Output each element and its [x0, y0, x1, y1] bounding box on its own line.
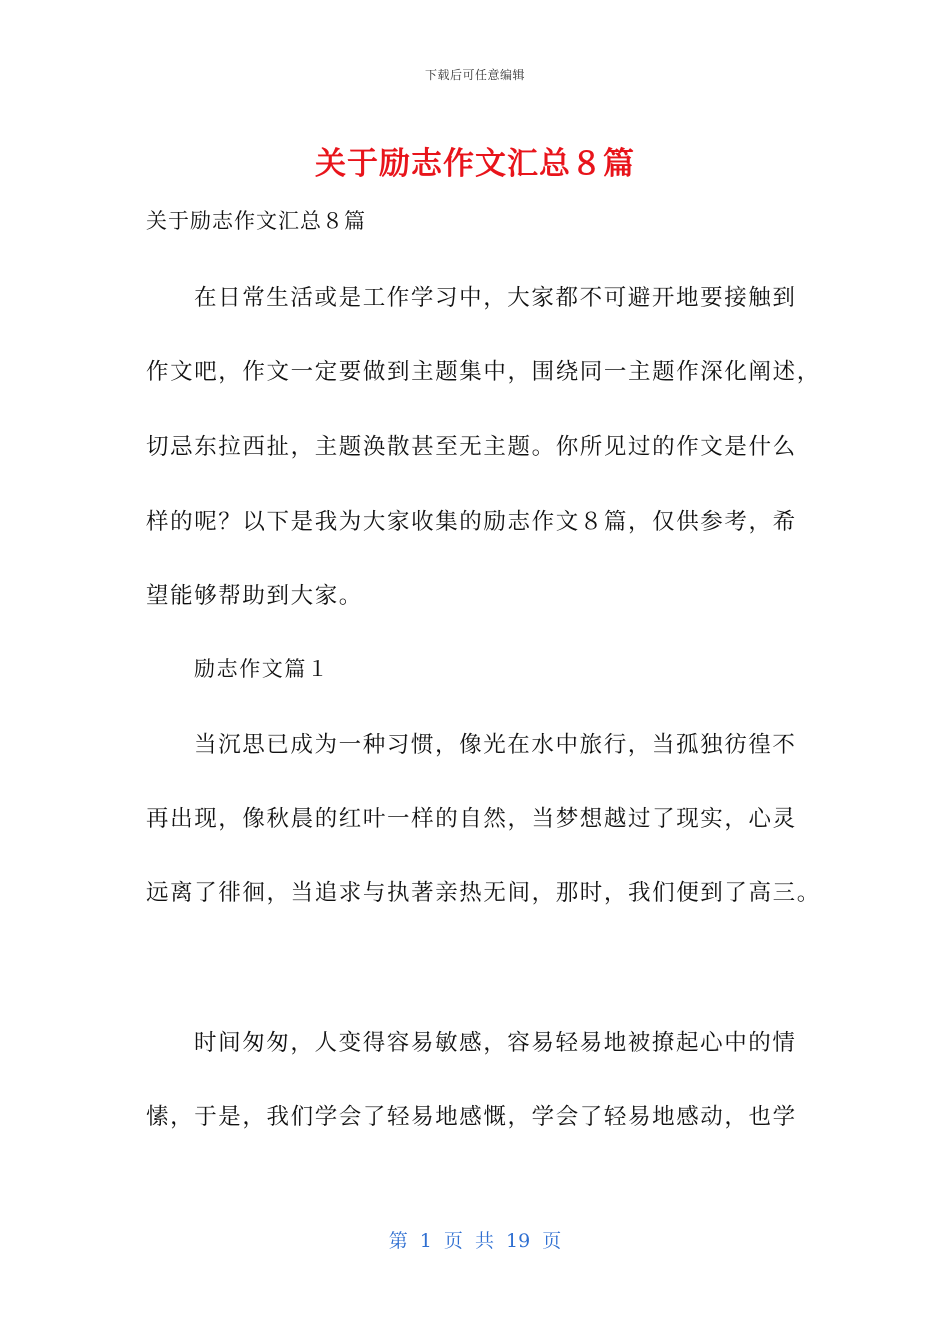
intro-line-4: 样的呢？以下是我为大家收集的励志作文８篇，仅供参考，希 [146, 509, 797, 535]
intro-line-3: 切忌东拉西扯，主题涣散甚至无主题。你所见过的作文是什么 [146, 434, 797, 460]
intro-line-1: 在日常生活或是工作学习中，大家都不可避开地要接触到 [194, 285, 797, 311]
document-title: 关于励志作文汇总８篇 [315, 146, 635, 182]
para1-line-3: 远离了徘徊，当追求与执著亲热无间，那时，我们便到了高三。 [146, 880, 821, 906]
intro-line-5: 望能够帮助到大家。 [146, 583, 363, 609]
document-subtitle: 关于励志作文汇总８篇 [146, 209, 366, 233]
header-note: 下载后可任意编辑 [424, 68, 525, 82]
para2-line-2: 愫，于是，我们学会了轻易地感慨，学会了轻易地感动，也学 [146, 1104, 797, 1130]
para1-line-2: 再出现，像秋晨的红叶一样的自然，当梦想越过了现实，心灵 [146, 806, 797, 832]
page-number-footer: 第 1 页 共 19 页 [388, 1230, 562, 1252]
para2-line-1: 时间匆匆，人变得容易敏感，容易轻易地被撩起心中的情 [194, 1030, 797, 1056]
para1-line-1: 当沉思已成为一种习惯，像光在水中旅行，当孤独彷徨不 [194, 732, 797, 758]
intro-line-2: 作文吧，作文一定要做到主题集中，围绕同一主题作深化阐述， [146, 359, 821, 385]
section-heading: 励志作文篇１ [194, 657, 330, 681]
